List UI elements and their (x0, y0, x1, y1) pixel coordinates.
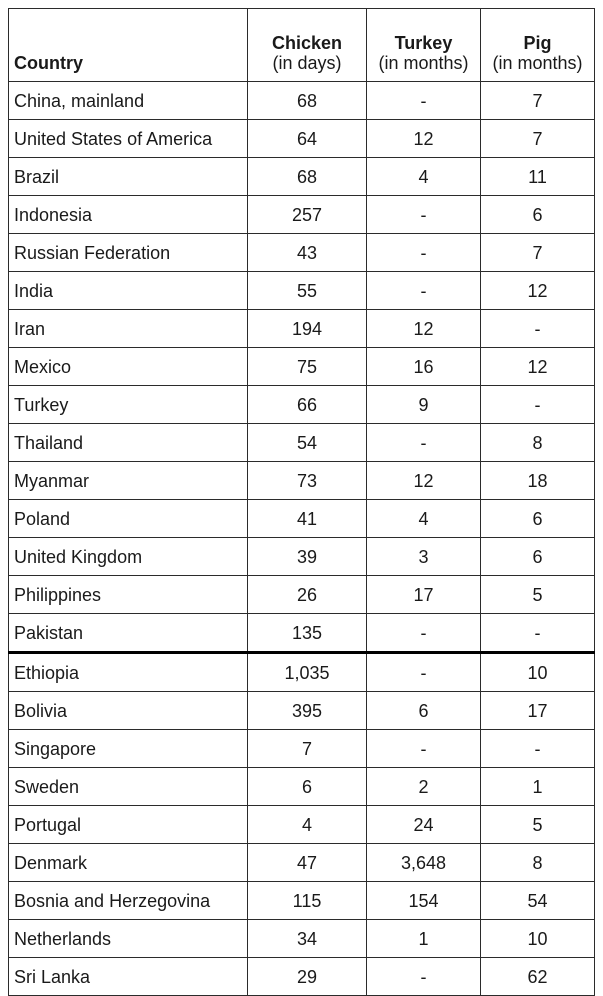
cell-turkey: - (367, 234, 481, 272)
cell-country: Turkey (9, 386, 248, 424)
cell-pig: - (481, 730, 595, 768)
cell-chicken: 64 (248, 120, 367, 158)
cell-chicken: 41 (248, 500, 367, 538)
cell-chicken: 4 (248, 806, 367, 844)
cell-turkey: 24 (367, 806, 481, 844)
cell-turkey: - (367, 614, 481, 653)
cell-pig: 1 (481, 768, 595, 806)
cell-chicken: 29 (248, 958, 367, 996)
table-row (9, 730, 595, 768)
cell-turkey: - (367, 196, 481, 234)
cell-pig: - (481, 614, 595, 653)
cell-chicken: 135 (248, 614, 367, 653)
table-row (9, 844, 595, 882)
cell-country: India (9, 272, 248, 310)
table-row (9, 196, 595, 234)
cell-chicken: 395 (248, 692, 367, 730)
cell-country: Bolivia (9, 692, 248, 730)
cell-pig: 7 (481, 120, 595, 158)
table-row (9, 82, 595, 120)
table-body (9, 82, 595, 996)
cell-country: Thailand (9, 424, 248, 462)
cell-country: Bosnia and Herzegovina (9, 882, 248, 920)
column-header-turkey-unit: (in months) (378, 53, 469, 73)
cell-country: China, mainland (9, 82, 248, 120)
header-row (9, 9, 595, 82)
cell-turkey: 17 (367, 576, 481, 614)
cell-pig: 6 (481, 538, 595, 576)
cell-pig: 6 (481, 196, 595, 234)
table-row (9, 653, 595, 692)
cell-country: Pakistan (9, 614, 248, 653)
table-row (9, 234, 595, 272)
column-header-pig-title: Pig (523, 33, 552, 53)
cell-country: Poland (9, 500, 248, 538)
table-row (9, 958, 595, 996)
table-row (9, 462, 595, 500)
cell-turkey: - (367, 272, 481, 310)
cell-chicken: 43 (248, 234, 367, 272)
cell-turkey: - (367, 424, 481, 462)
livestock-table (8, 8, 595, 996)
table-row (9, 882, 595, 920)
table-row (9, 806, 595, 844)
cell-chicken: 66 (248, 386, 367, 424)
table-row (9, 692, 595, 730)
cell-turkey: 3,648 (367, 844, 481, 882)
cell-chicken: 54 (248, 424, 367, 462)
table-row (9, 538, 595, 576)
cell-turkey: 4 (367, 500, 481, 538)
table-row (9, 158, 595, 196)
table-row (9, 310, 595, 348)
cell-turkey: - (367, 82, 481, 120)
column-header-pig-unit: (in months) (492, 53, 583, 73)
cell-chicken: 1,035 (248, 653, 367, 692)
cell-pig: - (481, 310, 595, 348)
column-header-chicken (248, 9, 367, 82)
cell-chicken: 257 (248, 196, 367, 234)
cell-turkey: - (367, 730, 481, 768)
cell-turkey: 154 (367, 882, 481, 920)
cell-chicken: 68 (248, 158, 367, 196)
table-row (9, 768, 595, 806)
table-row (9, 576, 595, 614)
cell-turkey: 12 (367, 310, 481, 348)
cell-chicken: 39 (248, 538, 367, 576)
cell-chicken: 26 (248, 576, 367, 614)
table-row (9, 424, 595, 462)
table-row (9, 500, 595, 538)
cell-turkey: 4 (367, 158, 481, 196)
cell-country: Sweden (9, 768, 248, 806)
cell-chicken: 194 (248, 310, 367, 348)
cell-chicken: 34 (248, 920, 367, 958)
cell-chicken: 75 (248, 348, 367, 386)
cell-country: United States of America (9, 120, 248, 158)
cell-country: Netherlands (9, 920, 248, 958)
cell-turkey: 2 (367, 768, 481, 806)
column-header-turkey (367, 9, 481, 82)
cell-pig: 8 (481, 844, 595, 882)
cell-chicken: 55 (248, 272, 367, 310)
cell-country: Philippines (9, 576, 248, 614)
cell-pig: 62 (481, 958, 595, 996)
column-header-turkey-title: Turkey (394, 33, 453, 53)
table-row (9, 120, 595, 158)
cell-pig: 7 (481, 234, 595, 272)
cell-chicken: 68 (248, 82, 367, 120)
cell-pig: 54 (481, 882, 595, 920)
cell-pig: 10 (481, 653, 595, 692)
cell-chicken: 73 (248, 462, 367, 500)
table-row (9, 272, 595, 310)
table-row (9, 614, 595, 653)
cell-pig: 8 (481, 424, 595, 462)
cell-country: Mexico (9, 348, 248, 386)
cell-chicken: 115 (248, 882, 367, 920)
cell-pig: 5 (481, 576, 595, 614)
cell-country: Russian Federation (9, 234, 248, 272)
cell-pig: - (481, 386, 595, 424)
cell-turkey: 3 (367, 538, 481, 576)
cell-turkey: 1 (367, 920, 481, 958)
cell-pig: 10 (481, 920, 595, 958)
cell-pig: 18 (481, 462, 595, 500)
column-header-country-title: Country (14, 53, 83, 73)
cell-country: Singapore (9, 730, 248, 768)
cell-turkey: - (367, 958, 481, 996)
cell-turkey: 6 (367, 692, 481, 730)
cell-chicken: 7 (248, 730, 367, 768)
cell-pig: 5 (481, 806, 595, 844)
cell-country: Ethiopia (9, 653, 248, 692)
cell-turkey: - (367, 653, 481, 692)
cell-country: Indonesia (9, 196, 248, 234)
cell-pig: 12 (481, 348, 595, 386)
cell-chicken: 6 (248, 768, 367, 806)
cell-country: United Kingdom (9, 538, 248, 576)
cell-turkey: 12 (367, 462, 481, 500)
cell-turkey: 16 (367, 348, 481, 386)
column-header-chicken-title: Chicken (271, 33, 343, 53)
table-row (9, 920, 595, 958)
cell-turkey: 12 (367, 120, 481, 158)
table-header (9, 9, 595, 82)
cell-turkey: 9 (367, 386, 481, 424)
cell-country: Iran (9, 310, 248, 348)
cell-country: Sri Lanka (9, 958, 248, 996)
cell-pig: 7 (481, 82, 595, 120)
cell-country: Myanmar (9, 462, 248, 500)
cell-country: Brazil (9, 158, 248, 196)
cell-pig: 17 (481, 692, 595, 730)
cell-pig: 12 (481, 272, 595, 310)
cell-chicken: 47 (248, 844, 367, 882)
cell-pig: 11 (481, 158, 595, 196)
column-header-country (9, 9, 248, 82)
cell-pig: 6 (481, 500, 595, 538)
table-row (9, 386, 595, 424)
table-row (9, 348, 595, 386)
cell-country: Portugal (9, 806, 248, 844)
column-header-pig (481, 9, 595, 82)
column-header-chicken-unit: (in days) (272, 53, 342, 73)
cell-country: Denmark (9, 844, 248, 882)
